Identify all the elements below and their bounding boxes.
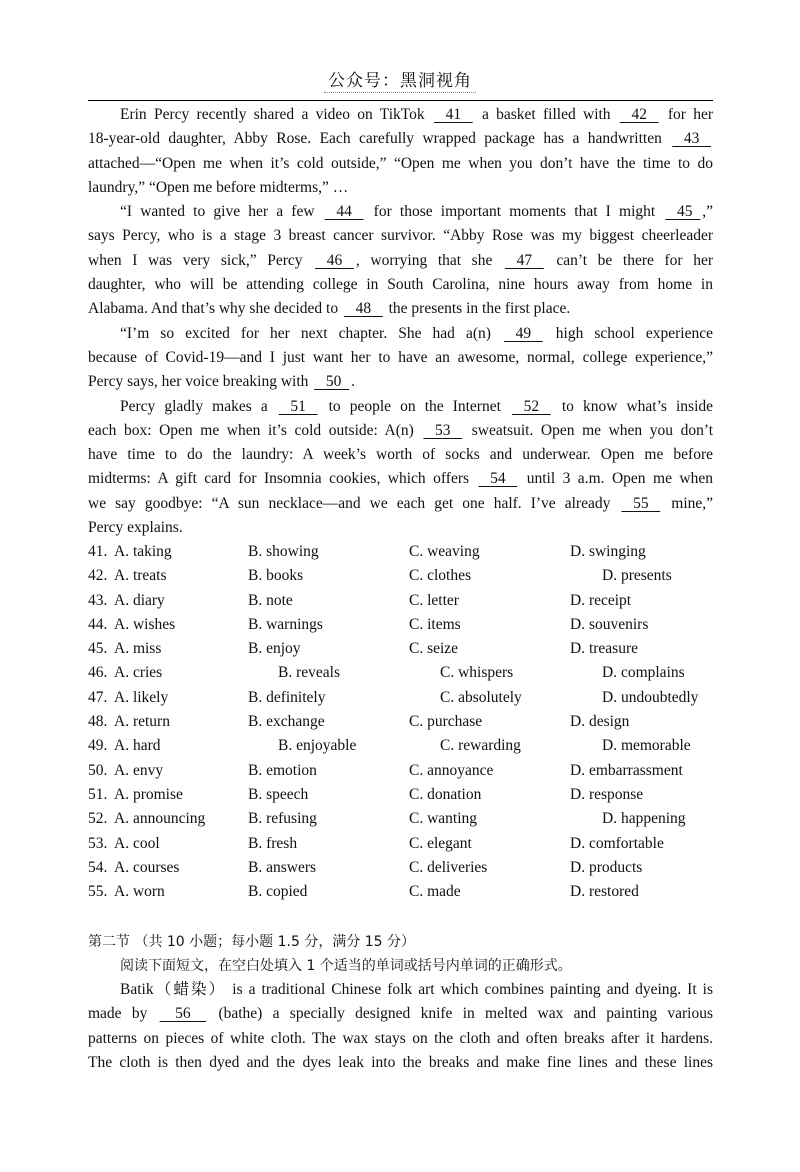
text-span: Percy says, her voice breaking with	[88, 373, 309, 391]
option-c[interactable]: C. rewarding	[440, 737, 521, 755]
text-line	[88, 1002, 713, 1026]
option-row-41	[88, 540, 713, 564]
blank-48[interactable]	[342, 297, 385, 321]
text-line: The cloth is then dyed and the dyes leak into the breaks and make fine lines and these lines	[88, 1053, 713, 1071]
option-b[interactable]: B. refusing	[248, 810, 317, 828]
option-a[interactable]: A. diary	[114, 591, 165, 609]
option-c[interactable]: C. seize	[409, 640, 459, 658]
blank-52[interactable]	[510, 395, 553, 419]
text-line	[88, 127, 713, 151]
text-line	[88, 200, 713, 224]
blank-number: 56	[175, 1005, 191, 1023]
paragraph-3	[88, 322, 713, 395]
text-span: each box: Open me when it’s cold outside: A(n)	[88, 421, 414, 439]
option-d[interactable]: D. products	[570, 858, 643, 876]
text-line	[88, 249, 713, 273]
option-b[interactable]: B. showing	[248, 543, 319, 560]
text-span: made by	[88, 1005, 148, 1023]
blank-number: 43	[683, 130, 700, 148]
option-b[interactable]: B. enjoy	[248, 640, 301, 658]
text-line	[88, 419, 713, 443]
blank-51[interactable]	[277, 395, 320, 419]
text-span: for her	[667, 106, 714, 123]
option-c[interactable]: C. elegant	[409, 834, 472, 852]
option-row-50	[88, 759, 713, 783]
text-span: Alabama. And that’s why she decided to	[88, 300, 339, 318]
question-number: 48.	[88, 713, 108, 731]
option-c[interactable]: C. donation	[409, 785, 482, 803]
blank-number: 45	[677, 203, 693, 221]
question-number: 44.	[88, 615, 108, 633]
text-line: patterns on pieces of white cloth. The wax stays on the cloth and often breaks after it hardens.	[88, 1029, 713, 1047]
blank-number: 47	[516, 251, 533, 269]
option-d[interactable]: D. undoubtedly	[602, 688, 699, 706]
option-row-48	[88, 710, 713, 734]
option-b[interactable]: B. copied	[248, 883, 308, 901]
blank-46[interactable]	[313, 249, 356, 273]
text-span: mine,”	[671, 494, 714, 512]
option-d[interactable]: D. comfortable	[570, 834, 664, 852]
option-a[interactable]: A. cries	[114, 664, 163, 682]
option-a[interactable]: A. envy	[114, 761, 164, 779]
option-c[interactable]: C. made	[409, 883, 461, 901]
text-span: midterms: A gift card for Insomnia cookies, which offers	[88, 470, 470, 488]
option-a[interactable]: A. cool	[114, 834, 160, 852]
text-line	[88, 297, 713, 321]
option-c[interactable]: C. deliveries	[409, 858, 488, 876]
option-a[interactable]: A. return	[114, 713, 170, 731]
blank-number: 49	[515, 324, 532, 342]
text-span: until 3 a.m. Open me when	[526, 470, 713, 488]
option-row-55	[88, 880, 713, 904]
option-b[interactable]: B. books	[248, 567, 304, 585]
question-number: 45.	[88, 640, 108, 658]
grammar-passage	[88, 978, 713, 1075]
blank-44[interactable]	[323, 200, 366, 224]
option-a[interactable]: A. miss	[114, 640, 162, 658]
answer-options	[88, 540, 713, 904]
text-span: a basket filled with	[481, 106, 611, 123]
option-b[interactable]: B. exchange	[248, 713, 325, 731]
option-row-44	[88, 613, 713, 637]
option-d[interactable]: D. swinging	[570, 543, 646, 560]
option-c[interactable]: C. clothes	[409, 567, 471, 585]
blank-56[interactable]	[158, 1002, 209, 1026]
option-d[interactable]: D. restored	[570, 883, 639, 901]
question-number: 46.	[88, 664, 108, 682]
text-line	[88, 492, 713, 516]
blank-number: 54	[490, 470, 506, 488]
option-d[interactable]: D. design	[570, 713, 630, 731]
option-a[interactable]: A. announcing	[114, 810, 206, 828]
text-line	[88, 467, 713, 491]
blank-number: 44	[336, 203, 352, 221]
text-line: Batik（蜡染） is a traditional Chinese folk art which combines painting and dyeing. It is	[120, 981, 713, 998]
question-number: 55.	[88, 883, 108, 901]
option-d[interactable]: D. complains	[602, 664, 685, 682]
text-line	[88, 370, 713, 394]
option-row-45	[88, 637, 713, 661]
text-span: 18-year-old daughter, Abby Rose. Each carefully wrapped package has a handwritten	[88, 130, 662, 148]
option-a[interactable]: A. worn	[114, 883, 165, 901]
option-b[interactable]: B. warnings	[248, 615, 323, 633]
text-span: “I wanted to give her a few	[120, 203, 315, 221]
text-line: says Percy, who is a stage 3 breast cancer survivor. “Abby Rose was my biggest cheerleader	[88, 227, 713, 245]
option-c[interactable]: C. whispers	[440, 664, 514, 682]
blank-number: 53	[435, 421, 451, 439]
option-a[interactable]: A. likely	[114, 688, 169, 706]
option-a[interactable]: A. wishes	[114, 615, 176, 633]
option-row-54	[88, 856, 713, 880]
option-b[interactable]: B. answers	[248, 858, 317, 876]
text-span: “I’m so excited for her next chapter. She had a(n)	[120, 324, 491, 342]
question-number: 50.	[88, 761, 108, 779]
text-span: .	[351, 373, 356, 391]
blank-47[interactable]	[503, 249, 546, 273]
option-a[interactable]: A. hard	[114, 737, 161, 755]
blank-number: 52	[523, 397, 540, 415]
blank-45[interactable]	[663, 200, 702, 224]
text-line	[88, 322, 713, 346]
text-line: attached—“Open me when it’s cold outside,” “Open me when you don’t have the time to do	[88, 154, 713, 172]
option-row-47	[88, 686, 713, 710]
option-d[interactable]: D. memorable	[602, 737, 691, 755]
option-b[interactable]: B. enjoyable	[278, 737, 357, 755]
blank-number: 51	[290, 397, 306, 415]
option-row-51	[88, 783, 713, 807]
option-c[interactable]: C. weaving	[409, 543, 480, 560]
text-span: Erin Percy recently shared a video on TikTok	[120, 106, 425, 123]
blank-53[interactable]	[421, 419, 464, 443]
option-row-42	[88, 564, 713, 588]
option-row-43	[88, 589, 713, 613]
option-c[interactable]: C. annoyance	[409, 761, 494, 779]
blank-number: 46	[326, 251, 343, 269]
question-number: 41.	[88, 543, 108, 560]
blank-50[interactable]	[312, 370, 351, 394]
option-b[interactable]: B. definitely	[248, 688, 326, 706]
section-instruction: 阅读下面短文，在空白处填入 1 个适当的单词或括号内单词的正确形式。	[120, 958, 572, 974]
option-a[interactable]: A. promise	[114, 785, 183, 803]
text-span: for those important moments that I might	[373, 203, 656, 221]
cloze-passage	[88, 103, 713, 540]
option-b[interactable]: B. speech	[248, 785, 309, 803]
blank-43[interactable]	[670, 127, 713, 151]
option-d[interactable]: D. presents	[602, 567, 672, 585]
blank-number: 48	[355, 300, 372, 318]
text-line: daughter, who will be attending college in South Carolina, nine hours away from home in	[88, 276, 713, 294]
text-span: when I was very sick,” Percy	[88, 251, 303, 269]
option-row-49	[88, 734, 713, 758]
text-span: the presents in the first place.	[388, 300, 571, 318]
blank-41[interactable]	[432, 103, 475, 127]
text-line: laundry,” “Open me before midterms,” …	[88, 178, 349, 196]
section-title: 第二节 （共 10 小题；每小题 1.5 分，满分 15 分）	[88, 934, 416, 950]
option-d[interactable]: D. embarrassment	[570, 761, 683, 779]
question-number: 42.	[88, 567, 108, 585]
option-row-46	[88, 661, 713, 685]
option-d[interactable]: D. treasure	[570, 640, 638, 658]
header-rule	[88, 100, 713, 101]
option-row-53	[88, 832, 713, 856]
blank-42[interactable]	[618, 103, 661, 127]
question-number: 49.	[88, 737, 108, 755]
text-line	[88, 395, 713, 419]
text-line: because of Covid-19—and I just want her to have an awesome, normal, college experience,”	[88, 348, 713, 366]
option-a[interactable]: A. taking	[114, 543, 172, 560]
blank-number: 55	[633, 494, 649, 512]
blank-number: 42	[631, 106, 647, 123]
question-number: 47.	[88, 688, 108, 706]
option-d[interactable]: D. souvenirs	[570, 615, 649, 633]
option-b[interactable]: B. reveals	[278, 664, 340, 682]
blank-number: 41	[445, 106, 462, 123]
text-line: have time to do the laundry: A week’s worth of socks and underwear. Open me before	[88, 446, 713, 464]
option-d[interactable]: D. receipt	[570, 591, 632, 609]
text-span: high school experience	[555, 324, 714, 342]
header-watermark: 公众号：黑洞视角	[324, 66, 476, 93]
option-c[interactable]: C. purchase	[409, 713, 483, 731]
question-number: 52.	[88, 810, 108, 828]
text-span: ,”	[702, 203, 714, 221]
option-a[interactable]: A. courses	[114, 858, 180, 876]
blank-49[interactable]	[502, 322, 545, 346]
text-span: Percy gladly makes a	[120, 397, 268, 415]
option-a[interactable]: A. treats	[114, 567, 167, 585]
text-line: Percy explains.	[88, 519, 183, 537]
option-b[interactable]: B. fresh	[248, 834, 298, 852]
blank-55[interactable]	[619, 492, 662, 516]
question-number: 51.	[88, 785, 108, 803]
page-header	[0, 66, 800, 93]
paragraph-1	[88, 103, 713, 200]
text-line	[88, 103, 713, 127]
text-span: can’t be there for her	[556, 251, 713, 269]
text-span: , worrying that she	[355, 251, 493, 269]
paragraph-2	[88, 200, 713, 321]
option-c[interactable]: C. letter	[409, 591, 459, 609]
blank-54[interactable]	[476, 467, 519, 491]
option-d[interactable]: D. response	[570, 785, 644, 803]
option-d[interactable]: D. happening	[602, 810, 686, 828]
option-c[interactable]: C. items	[409, 615, 461, 633]
text-span: to people on the Internet	[328, 397, 501, 415]
option-b[interactable]: B. note	[248, 591, 293, 609]
question-number: 54.	[88, 858, 108, 876]
option-row-52	[88, 807, 713, 831]
blank-number: 50	[325, 373, 342, 391]
section-two	[88, 930, 713, 1075]
question-number: 43.	[88, 591, 108, 609]
option-c[interactable]: C. wanting	[409, 810, 478, 828]
text-span: we say goodbye: “A sun necklace—and we each get one half. I’ve already	[88, 494, 611, 512]
text-span: sweatsuit. Open me when you don’t	[471, 421, 714, 439]
paragraph-4	[88, 395, 713, 541]
question-number: 53.	[88, 834, 108, 852]
option-b[interactable]: B. emotion	[248, 761, 317, 779]
text-span: to know what’s inside	[561, 397, 714, 415]
option-c[interactable]: C. absolutely	[440, 688, 522, 706]
text-span: (bathe) a specially designed knife in melted wax and painting various	[218, 1005, 714, 1023]
